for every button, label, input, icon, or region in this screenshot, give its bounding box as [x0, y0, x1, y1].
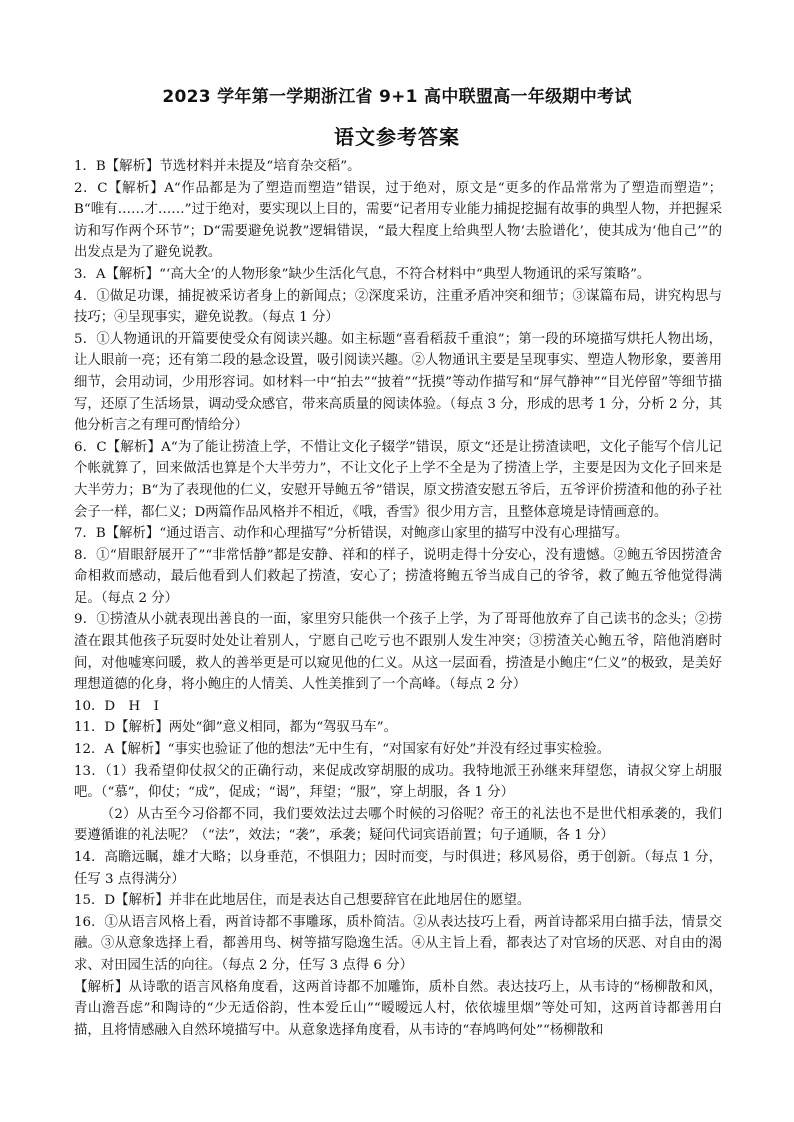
- answer-12: 12．A【解析】“事实也验证了他的想法”无中生有，“对国家有好处”并没有经过事实检验。: [74, 742, 611, 758]
- answer-9: 9．①捞渣从小就表现出善良的一面，家里穷只能供一个孩子上学，为了哥哥他放弃了自己读书的念头；②捞渣在跟其他孩子玩耍时处处让着别人，宁愿自己吃亏也不跟别人发生冲突；③捞渣关心鲍五爷，陪他消磨时间，对他嘘寒问暖，救人的善举更是可以窥见他的仁义。从这一层面看，捞渣是小鲍庄“仁义”的极致，是美好理想道德的化身，将小鲍庄的人情美、人性美推到了一个高峰。（每点 2 分）: [74, 612, 722, 693]
- answer-6: 6．C【解析】A“为了能让捞渣上学，不惜让文化子辍学”错误，原文“还是让捞渣读吧，文化子能写个信儿记个帐就算了，回来做活也算是个大半劳力”，不让文化子上学不全是为了捞渣上学，主要是因为文化子回来是大半劳力；B“为了表现他的仁义，安慰开导鲍五爷”错误，原文捞渣安慰五爷后，五爷评价捞渣和他的孙子社会子一样，都仁义；D两篇作品风格并不相近，《哦，香雪》很少用方言，且整体意境是诗情画意的。: [74, 439, 722, 520]
- answer-16: 16．①从语言风格上看，两首诗都不事雕琢，质朴简洁。②从表达技巧上看，两首诗都采用白描手法，情景交融。③从意象选择上看，都善用鸟、树等描写隐逸生活。④从主旨上看，都表达了对官场的厌恶、对自由的渴求、对田园生活的向往。（每点 2 分，任写 3 点得 6 分）: [74, 914, 722, 973]
- answer-16-analysis: 【解析】从诗歌的语言风格角度看，这两首诗都不加雕饰，质朴自然。表达技巧上，从韦诗的“杨柳散和风，青山澹吾虑”和陶诗的“少无适俗韵，性本爱丘山”“暧暧远人村，依依墟里烟”等处可知，这两首诗都善用白描，且将情感融入自然环境描写中。从意象选择角度看，从韦诗的“春鸠鸣何处”“杨柳散和: [74, 979, 722, 1038]
- answer-5: 5．①人物通讯的开篇要使受众有阅读兴趣。如主标题“喜看稻菽千重浪”；第一段的环境描写烘托人物出场，让人眼前一亮；还有第二段的悬念设置，吸引阅读兴趣。②人物通讯主要是呈现事实、塑造人物形象，要善用细节，会用动词，少用形容词。如材料一中“拍去”“披着”“抚摸”等动作描写和“屏气静神”“目光停留”等细节描写，还原了生活场景，调动受众感官，带来高质量的阅读体验。（每点 3 分，形成的思考 1 分，分析 2 分，其他分析言之有理可酌情给分）: [74, 331, 722, 434]
- answer-10: 10．D H I: [74, 698, 159, 714]
- answer-list: [74, 156, 722, 1041]
- answer-11: 11．D【解析】两处“御”意义相同，都为“驾驭马车”。: [74, 720, 397, 736]
- answer-14: 14．高瞻远瞩，雄才大略；以身垂范，不惧阻力；因时而变，与时俱进；移风易俗，勇于创新。（每点 1 分，任写 3 点得满分）: [74, 850, 722, 887]
- answer-2: 2．C【解析】A“作品都是为了塑造而塑造”错误，过于绝对，原文是“更多的作品常常为了塑造而塑造”；B“唯有……才……”过于绝对，要实现以上目的，需要“记者用专业能力捕捉挖掘有故事的典型人物，并把握采访和写作两个环节”；D“需要避免说教”逻辑错误，“最大程度上给典型人物‘去脸谱化’，使其成为‘他自己’”的出发点是为了避免说教。: [74, 180, 722, 261]
- answer-3: 3．A【解析】“‘高大全’的人物形象”缺少生活化气息，不符合材料中“典型人物通讯的采写策略”。: [74, 266, 651, 282]
- answer-8: 8．①“眉眼舒展开了”“非常恬静”都是安静、祥和的样子，说明走得十分安心，没有遗憾。②鲍五爷因捞渣舍命相救而感动，最后他看到人们救起了捞渣，安心了；捞渣将鲍五爷当成自己的爷爷，救了鲍五爷他觉得满足。（每点 2 分）: [74, 547, 722, 606]
- page-subtitle: 语文参考答案: [334, 125, 460, 149]
- answer-13-1: 13．（1）我希望仰仗叔父的正确行动，来促成改穿胡服的成功。我特地派王孙继来拜望您，请叔父穿上胡服吧。（“慕”，仰仗；“成”，促成；“谒”，拜望；“服”，穿上胡服，各 1 分）: [74, 763, 722, 801]
- answer-15: 15．D【解析】并非在此地居住，而是表达自己想要辞官在此地居住的愿望。: [74, 893, 531, 909]
- answer-7: 7．B【解析】“通过语言、动作和心理描写”分析错误，对鲍彦山家里的描写中没有心理描写。: [74, 526, 629, 542]
- answer-4: 4．①做足功课，捕捉被采访者身上的新闻点；②深度采访，注重矛盾冲突和细节；③谋篇布局，讲究构思与技巧；④呈现事实，避免说教。（每点 1 分）: [74, 288, 722, 326]
- answer-13-2: （2）从古至今习俗都不同，我们要效法过去哪个时候的习俗呢？帝王的礼法也不是世代相承袭的，我们要遵循谁的礼法呢？（“法”，效法；“袭”，承袭；疑问代词宾语前置；句子通顺，各 1 分）: [74, 806, 722, 844]
- answer-1: 1．B【解析】节选材料并未提及“培育杂交稻”。: [74, 159, 361, 174]
- page-title: 2023 学年第一学期浙江省 9+1 高中联盟高一年级期中考试: [162, 87, 632, 107]
